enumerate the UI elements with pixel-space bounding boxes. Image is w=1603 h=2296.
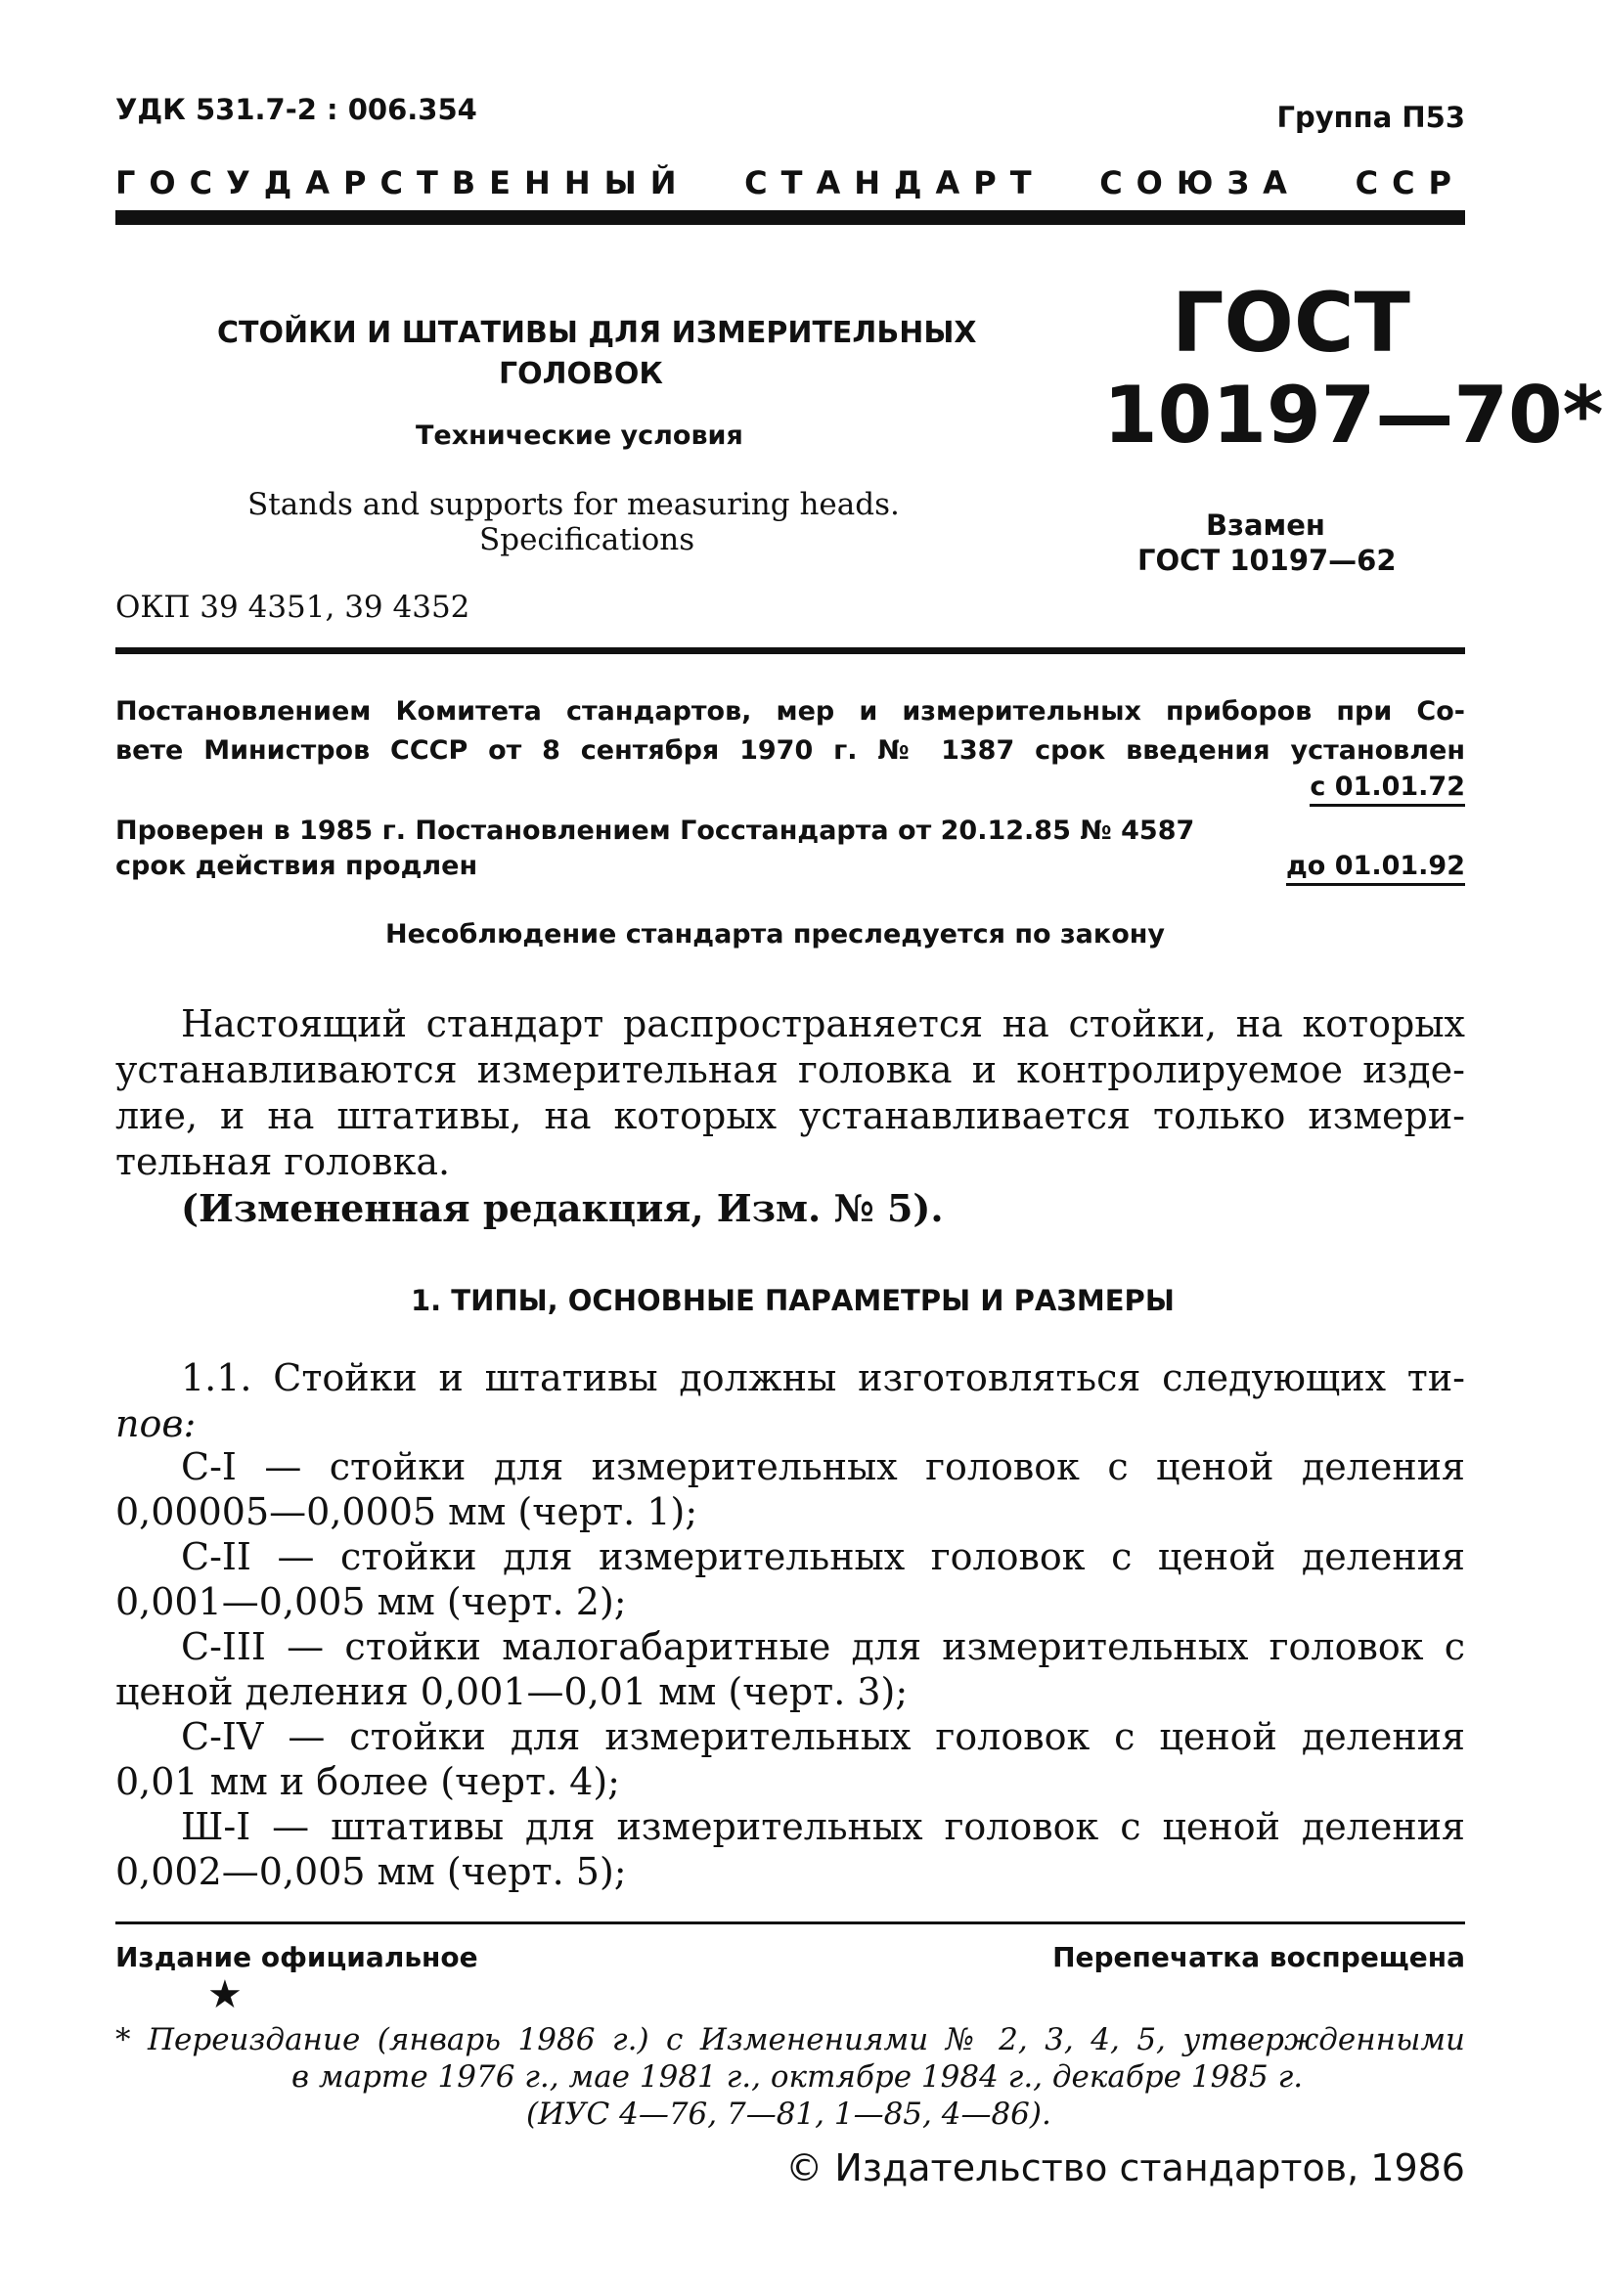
gost-label: ГОСТ: [1172, 275, 1410, 371]
title-rule: [115, 647, 1465, 654]
intro-line4: тельная головка.: [115, 1140, 451, 1183]
footnote-line1: * Переиздание (январь 1986 г.) с Изменениями № 2, 3, 4, 5, утвержденными: [115, 2022, 1465, 2057]
decree-line2: вете Министров СССР от 8 сентября 1970 г. № 1387 срок введения установлен: [115, 735, 1465, 766]
document-subtitle: Технические условия: [416, 420, 743, 451]
english-title: Stands and supports for measuring heads.: [247, 487, 900, 522]
amendment-note: (Измененная редакция, Изм. № 5).: [181, 1186, 944, 1230]
okp-code: ОКП 39 4351, 39 4352: [115, 590, 470, 625]
type-sh1: Ш-I — штативы для измерительных головок с ценой деления: [181, 1805, 1465, 1848]
group-code: Группа П53: [1276, 101, 1465, 134]
replaces-label: Взамен: [1206, 508, 1325, 542]
type-c4: С-IV — стойки для измерительных головок с ценой деления: [181, 1715, 1465, 1758]
date-extended-text: до 01.01.92: [1286, 851, 1465, 886]
type-c3-range: ценой деления 0,001—0,01 мм (черт. 3);: [115, 1670, 909, 1713]
type-c2-range: 0,001—0,005 мм (черт. 2);: [115, 1580, 627, 1623]
type-c2: С-II — стойки для измерительных головок с ценой деления: [181, 1535, 1465, 1578]
date-introduced: [1310, 772, 1465, 802]
edition-label: Издание официальное: [115, 1941, 478, 1973]
type-c4-range: 0,01 мм и более (черт. 4);: [115, 1760, 620, 1803]
star-icon: ★: [207, 1972, 243, 2017]
replaces-value: ГОСТ 10197—62: [1137, 544, 1397, 577]
type-c1: С-I — стойки для измерительных головок с ценой деления: [181, 1445, 1465, 1488]
udk-code: УДК 531.7-2 : 006.354: [115, 93, 477, 126]
section-line1: 1.1. Стойки и штативы должны изготовляться следующих ти-: [181, 1356, 1465, 1399]
date-introduced-text: с 01.01.72: [1310, 772, 1465, 807]
footer-rule: [115, 1921, 1465, 1924]
document-title: СТОЙКИ И ШТАТИВЫ ДЛЯ ИЗМЕРИТЕЛЬНЫХ: [217, 316, 977, 350]
type-c1-range: 0,00005—0,0005 мм (черт. 1);: [115, 1490, 698, 1533]
intro-line2: устанавливаются измерительная головка и контролируемое изде-: [115, 1048, 1465, 1091]
footnote-line3: (ИУС 4—76, 7—81, 1—85, 4—86).: [526, 2097, 1051, 2132]
intro-line1: Настоящий стандарт распространяется на стойки, на которых: [181, 1002, 1465, 1045]
section-line2: пов:: [115, 1402, 197, 1445]
date-extended: [1286, 851, 1465, 881]
type-c3: С-III — стойки малогабаритные для измерительных головок с: [181, 1625, 1465, 1668]
reprint-label: Перепечатка воспрещена: [1052, 1941, 1465, 1973]
gost-number: 10197—70*: [1103, 370, 1603, 461]
footnote-line2: в марте 1976 г., мае 1981 г., октябре 1984 г., декабре 1985 г.: [291, 2059, 1304, 2095]
state-standard-banner: ГОСУДАРСТВЕННЫЙ СТАНДАРТ СОЮЗА ССР: [115, 164, 1465, 201]
english-title-line2: Specifications: [479, 522, 695, 557]
intro-line3: лие, и на штативы, на которых устанавливается только измери-: [115, 1094, 1465, 1137]
legal-warning: Несоблюдение стандарта преследуется по закону: [385, 919, 1166, 949]
decree-line1: Постановлением Комитета стандартов, мер и измерительных приборов при Со-: [115, 696, 1465, 727]
document-title-line2: ГОЛОВОК: [499, 357, 663, 391]
checked-line1: Проверен в 1985 г. Постановлением Госстандарта от 20.12.85 № 4587: [115, 816, 1195, 846]
copyright: © Издательство стандартов, 1986: [785, 2146, 1465, 2189]
header-rule: [115, 210, 1465, 225]
type-sh1-range: 0,002—0,005 мм (черт. 5);: [115, 1850, 627, 1893]
checked-line2: срок действия продлен: [115, 851, 478, 881]
section-heading: 1. ТИПЫ, ОСНОВНЫЕ ПАРАМЕТРЫ И РАЗМЕРЫ: [411, 1284, 1175, 1317]
